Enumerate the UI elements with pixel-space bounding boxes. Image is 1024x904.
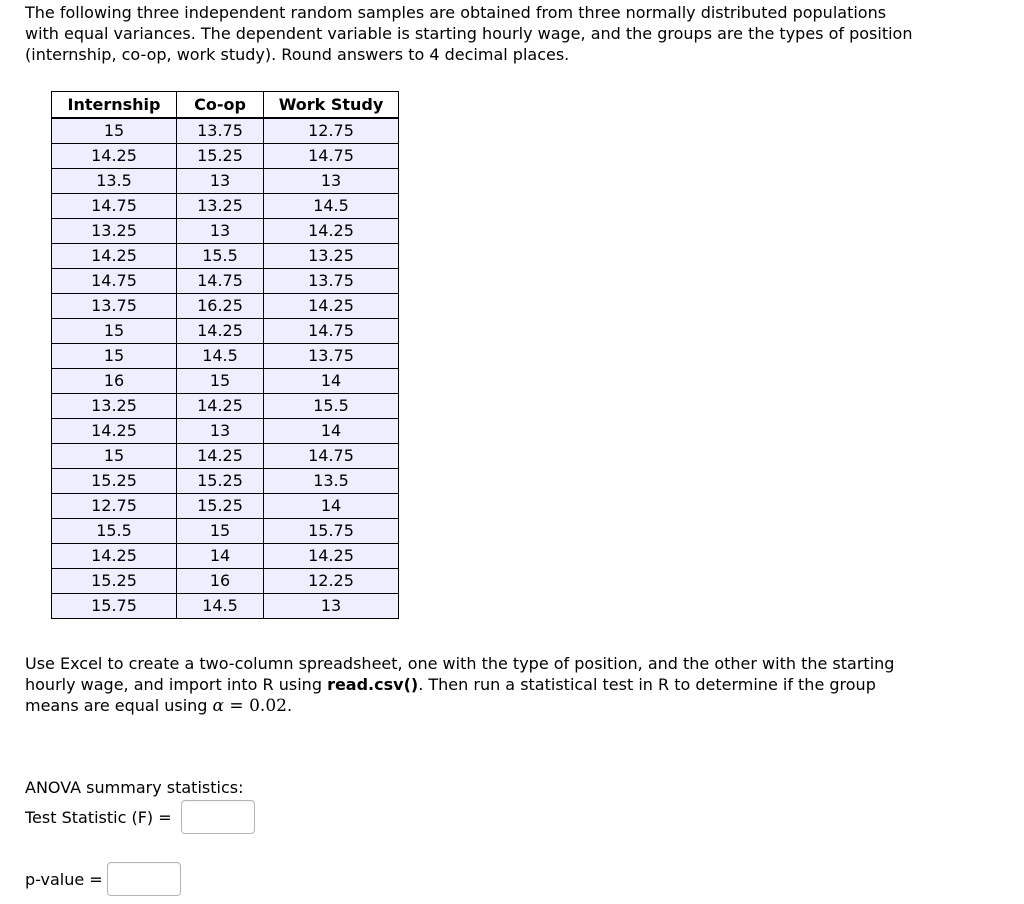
question-intro: The following three independent random samples are obtained from three normally distributed populations with equal variances. The dependent variable is starting hourly wage, and the groups are the types of position (internship, co-op, work study). Round answers to 4 decimal places. (25, 3, 913, 64)
table-row (52, 369, 399, 394)
table-row (52, 344, 399, 369)
cell-work-study: 13.25 (264, 244, 399, 269)
cell-work-study: 13.75 (264, 269, 399, 294)
alpha-symbol: α (212, 696, 225, 716)
cell-co-op: 14.25 (177, 444, 264, 469)
cell-internship: 14.75 (52, 269, 177, 294)
cell-work-study: 14 (264, 494, 399, 519)
cell-co-op: 14 (177, 544, 264, 569)
cell-co-op: 14.5 (177, 344, 264, 369)
cell-internship: 14.25 (52, 419, 177, 444)
cell-internship: 13.75 (52, 294, 177, 319)
table-row (52, 544, 399, 569)
cell-internship: 13.25 (52, 219, 177, 244)
table-row (52, 594, 399, 619)
table-row (52, 469, 399, 494)
table-row (52, 294, 399, 319)
cell-work-study: 14.25 (264, 544, 399, 569)
table-row (52, 444, 399, 469)
cell-work-study: 13.75 (264, 344, 399, 369)
table-row (52, 194, 399, 219)
table-row (52, 419, 399, 444)
table-row (52, 569, 399, 594)
cell-internship: 14.25 (52, 244, 177, 269)
cell-internship: 15.75 (52, 594, 177, 619)
alpha-expression (213, 696, 287, 716)
cell-internship: 14.25 (52, 144, 177, 169)
cell-work-study: 15.75 (264, 519, 399, 544)
instructions-text-1: Use Excel to create a two-column spreadsheet, one with the type of position, and the other with the starting hourly wage, and import into R using (25, 654, 895, 694)
cell-work-study: 14 (264, 419, 399, 444)
table-body (52, 118, 399, 619)
cell-internship: 14.75 (52, 194, 177, 219)
cell-co-op: 16 (177, 569, 264, 594)
cell-work-study: 15.5 (264, 394, 399, 419)
table-header-row (52, 92, 399, 119)
instructions-end: . (286, 696, 293, 715)
cell-work-study: 14 (264, 369, 399, 394)
header-work-study: Work Study (264, 92, 399, 119)
alpha-equals: = (224, 696, 250, 716)
cell-work-study: 13 (264, 594, 399, 619)
cell-internship: 15.25 (52, 569, 177, 594)
cell-internship: 14.25 (52, 544, 177, 569)
cell-co-op: 14.5 (177, 594, 264, 619)
table-row (52, 169, 399, 194)
cell-internship: 15 (52, 344, 177, 369)
instructions-text-2: . Then run a statistical test in R to determine if the group means are equal using (25, 675, 876, 715)
cell-work-study: 12.75 (264, 118, 399, 144)
header-internship: Internship (52, 92, 177, 119)
cell-co-op: 14.25 (177, 319, 264, 344)
alpha-value: 0.02 (249, 696, 287, 716)
table-row (52, 394, 399, 419)
cell-co-op: 13 (177, 419, 264, 444)
cell-co-op: 14.75 (177, 269, 264, 294)
table-row (52, 319, 399, 344)
cell-internship: 16 (52, 369, 177, 394)
cell-co-op: 16.25 (177, 294, 264, 319)
cell-internship: 15 (52, 118, 177, 144)
table-row (52, 269, 399, 294)
cell-internship: 13.5 (52, 169, 177, 194)
cell-work-study: 14.75 (264, 144, 399, 169)
cell-internship: 12.75 (52, 494, 177, 519)
question-instructions (25, 653, 925, 717)
cell-co-op: 15 (177, 369, 264, 394)
cell-internship: 15 (52, 319, 177, 344)
cell-work-study: 12.25 (264, 569, 399, 594)
cell-co-op: 15 (177, 519, 264, 544)
cell-co-op: 15.5 (177, 244, 264, 269)
cell-co-op: 15.25 (177, 469, 264, 494)
cell-co-op: 15.25 (177, 494, 264, 519)
cell-internship: 15 (52, 444, 177, 469)
cell-work-study: 13 (264, 169, 399, 194)
anova-heading: ANOVA summary statistics: (25, 778, 244, 797)
cell-co-op: 13.25 (177, 194, 264, 219)
cell-work-study: 14.75 (264, 319, 399, 344)
p-value-input[interactable] (107, 862, 181, 896)
table-row (52, 118, 399, 144)
cell-work-study: 14.25 (264, 294, 399, 319)
table-row (52, 494, 399, 519)
header-co-op: Co-op (177, 92, 264, 119)
cell-work-study: 14.5 (264, 194, 399, 219)
cell-internship: 13.25 (52, 394, 177, 419)
cell-internship: 15.5 (52, 519, 177, 544)
read-csv-code: read.csv() (327, 675, 419, 694)
f-statistic-label: Test Statistic (F) = (25, 808, 172, 827)
table-row (52, 519, 399, 544)
p-value-label: p-value = (25, 870, 103, 889)
table-row (52, 244, 399, 269)
cell-co-op: 13 (177, 169, 264, 194)
cell-work-study: 14.25 (264, 219, 399, 244)
table-row (52, 219, 399, 244)
cell-work-study: 14.75 (264, 444, 399, 469)
cell-work-study: 13.5 (264, 469, 399, 494)
cell-co-op: 13.75 (177, 118, 264, 144)
data-table (51, 91, 399, 619)
table-row (52, 144, 399, 169)
cell-co-op: 13 (177, 219, 264, 244)
cell-internship: 15.25 (52, 469, 177, 494)
cell-co-op: 15.25 (177, 144, 264, 169)
f-statistic-input[interactable] (181, 800, 255, 834)
cell-co-op: 14.25 (177, 394, 264, 419)
